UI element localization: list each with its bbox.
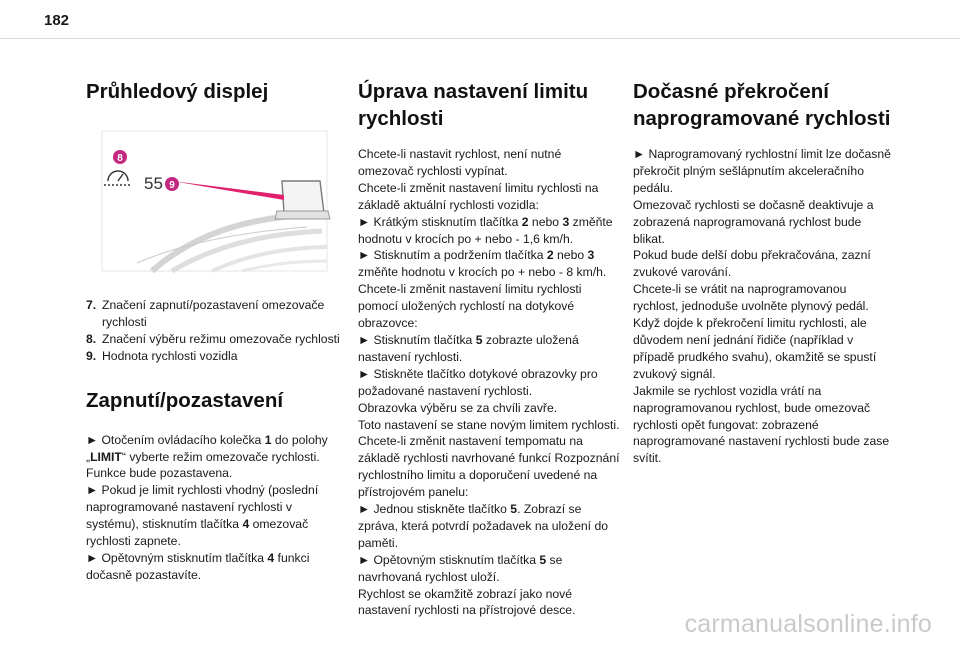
svg-text:9: 9 <box>169 180 175 191</box>
paragraph: Toto nastavení se stane novým limitem rychlosti. <box>358 417 620 432</box>
section-title-on-off: Zapnutí/pozastavení <box>86 388 284 412</box>
svg-text:8: 8 <box>117 153 123 164</box>
paragraph: Obrazovka výběru se za chvíli zavře. <box>358 400 558 415</box>
paragraph: Omezovač rychlosti se dočasně deaktivuje a zobrazená naprogramovaná rychlost bude blikat. <box>633 197 874 246</box>
paragraph: Pokud bude delší dobu překračována, zazní zvukové varování. <box>633 248 871 280</box>
column-right <box>633 78 895 467</box>
paragraph: Když dojde k překročení limitu rychlosti, ale důvodem není jednání řidiče (například v případě prudkého svahu), okamžitě se spustí zvukový signál. <box>633 316 877 381</box>
legend-item: 9. Hodnota rychlosti vozidla <box>86 348 238 363</box>
paragraph: Funkce bude pozastavena. <box>86 466 233 481</box>
paragraph: ► Opětovným stisknutím tlačítka 4 funkci dočasně pozastavíte. <box>86 550 310 582</box>
paragraph: ► Naprogramovaný rychlostní limit lze dočasně překročit plným sešlápnutím akceleračního pedálu. <box>633 147 891 195</box>
svg-text:55: 55 <box>144 174 163 193</box>
legend-item: 8. Značení výběru režimu omezovače rychlosti <box>86 331 340 346</box>
paragraph: Chcete-li se vrátit na naprogramovanou rychlost, jednoduše uvolněte plynový pedál. <box>633 282 869 314</box>
header-divider <box>0 38 960 39</box>
legend-item: 7. Značení zapnutí/pozastavení omezovače rychlosti <box>86 298 325 329</box>
section-title-adjust-limit: Úprava nastavení limitu rychlosti <box>358 80 589 130</box>
paragraph: ► Krátkým stisknutím tlačítka 2 nebo 3 změňte hodnotu v krocích po + nebo - 1,6 km/h. <box>358 214 613 246</box>
figure-legend <box>86 297 348 365</box>
column-middle <box>358 78 620 619</box>
paragraph: ► Stisknutím tlačítka 5 zobrazte uložená nastavení rychlosti. <box>358 332 579 364</box>
section-title-head-up-display: Průhledový displej <box>86 80 269 103</box>
paragraph: Chcete-li změnit nastavení tempomatu na základě rychlosti navrhované funkcí Rozpoznání rychlostního limitu a doporučení uvedené na přístrojovém panelu: <box>358 434 620 500</box>
watermark-link[interactable]: carmanualsonline.info <box>684 610 932 638</box>
paragraph: ► Stiskněte tlačítko dotykové obrazovky pro požadované nastavení rychlosti. <box>358 366 598 398</box>
paragraph: Chcete-li nastavit rychlost, není nutné omezovač rychlosti vypínat. <box>358 147 562 178</box>
paragraph: ► Jednou stiskněte tlačítko 5. Zobrazí se zpráva, která potvrdí požadavek na uložení do paměti. <box>358 502 608 550</box>
paragraph: Chcete-li změnit nastavení limitu rychlosti pomocí uložených rychlostí na dotykové obrazovce: <box>358 282 582 331</box>
section-title-temporary-exceed: Dočasné překročení naprogramované rychlosti <box>633 80 891 130</box>
paragraph: ► Opětovným stisknutím tlačítka 5 se navrhovaná rychlost uloží. <box>358 552 563 584</box>
head-up-display-illustration <box>92 123 332 273</box>
column-left <box>86 78 348 584</box>
hud-diagram <box>92 123 332 273</box>
paragraph: ► Pokud je limit rychlosti vhodný (poslední naprogramované nastavení rychlosti v systému), stisknutím tlačítka 4 omezovač rychlosti zapnete. <box>86 483 319 549</box>
paragraph: Chcete-li změnit nastavení limitu rychlosti na základě aktuální rychlosti vozidla: <box>358 180 599 212</box>
paragraph: ► Stisknutím a podržením tlačítka 2 nebo 3 změňte hodnotu v krocích po + nebo - 8 km/h. <box>358 248 607 280</box>
paragraph: Jakmile se rychlost vozidla vrátí na naprogramovanou rychlost, bude omezovač rychlosti opět fungovat: zobrazené naprogramované nastavení rychlosti bude zase svítit. <box>633 383 890 466</box>
page-number: 182 <box>44 12 70 29</box>
paragraph: Rychlost se okamžitě zobrazí jako nové nastavení rychlosti na přístrojové desce. <box>358 586 576 618</box>
paragraph: ► Otočením ovládacího kolečka 1 do polohy „LIMIT“ vyberte režim omezovače rychlosti. <box>86 432 328 464</box>
